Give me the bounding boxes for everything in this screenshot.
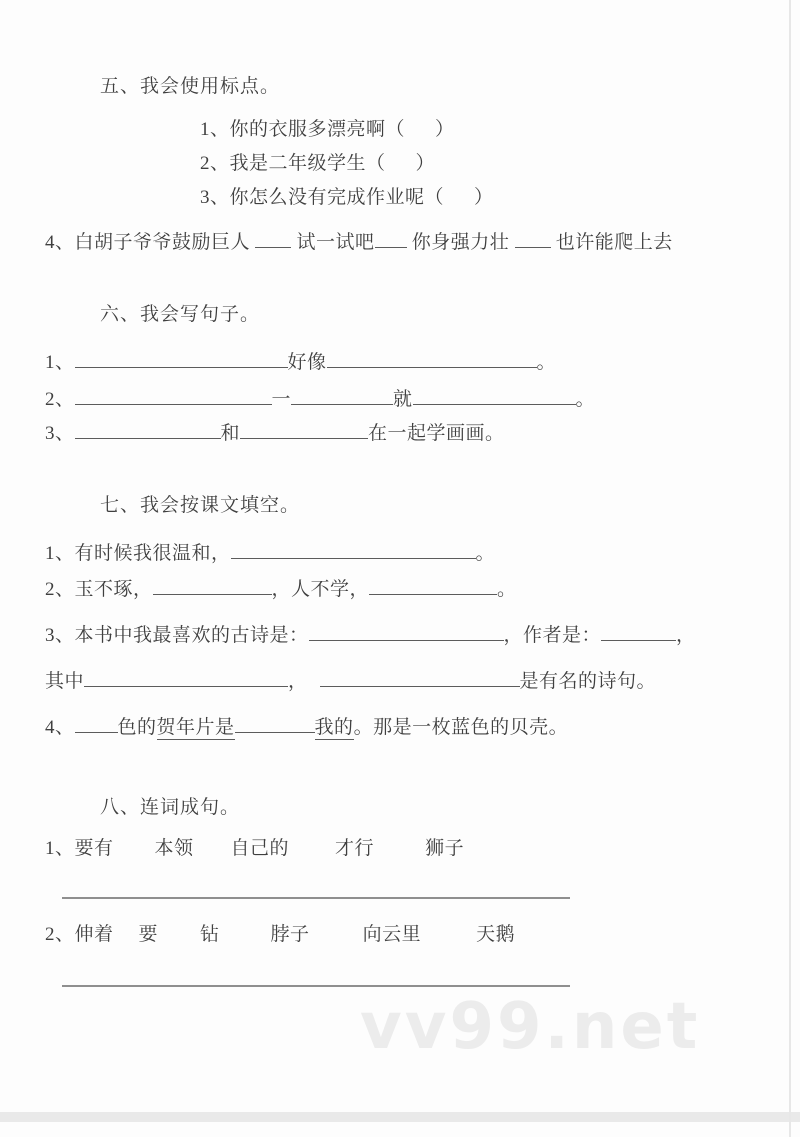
text-run: 。 (536, 352, 557, 373)
text-run: 2、 (45, 389, 75, 410)
answer-blank (84, 667, 288, 687)
answer-blank (413, 385, 576, 405)
answer-line (62, 985, 570, 987)
answer-blank (515, 228, 551, 248)
answer-blank (75, 348, 288, 368)
text-run: 天鹅 (476, 924, 516, 945)
s5-question-1 (200, 119, 455, 141)
text-run: 2、我是二年级学生（ (200, 153, 386, 174)
answer-blank (327, 348, 537, 368)
text-run: 就 (393, 389, 413, 410)
text-run: ， (288, 671, 308, 692)
text-run: ，人不学， (271, 579, 370, 600)
text-run: 3、你怎么没有完成作业呢（ (200, 187, 445, 208)
text-run: 1、 (45, 352, 75, 373)
underlined-text: 贺年片是 (156, 717, 235, 738)
spacer (444, 202, 474, 203)
text-run: ） (415, 153, 436, 174)
answer-blank (375, 228, 407, 248)
s5-question-2 (200, 153, 435, 175)
spacer (220, 939, 271, 940)
text-run: 试一试吧 (291, 232, 375, 253)
text-run: 1、有时候我很温和， (45, 543, 231, 564)
text-run: 1、你的衣服多漂亮啊（ (200, 119, 406, 140)
text-run: 本领 (154, 838, 194, 859)
text-run: 4、白胡子爷爷鼓励巨人 (45, 232, 256, 253)
text-run: 。 (575, 389, 596, 410)
text-run: ） (474, 187, 494, 208)
text-run: 3、本书中我最喜欢的古诗是： (45, 625, 309, 646)
answer-blank (309, 621, 504, 641)
answer-blank (320, 667, 520, 687)
s7-question-3-line-1 (45, 621, 696, 647)
s5-question-3 (200, 187, 494, 209)
answer-blank (291, 385, 393, 405)
spacer (386, 168, 416, 169)
s8-question-2 (45, 924, 515, 946)
spacer (114, 853, 155, 854)
page-right-edge (789, 0, 791, 1137)
answer-blank (75, 713, 118, 733)
s8-question-1 (45, 838, 464, 860)
text-run: 钻 (200, 924, 220, 945)
answer-blank (369, 575, 497, 595)
answer-blank (231, 539, 476, 559)
text-run: 是有名的诗句。 (519, 671, 657, 692)
text-run: 向云里 (362, 924, 422, 945)
page-gap-band (0, 1112, 800, 1122)
text-run: 色的 (117, 717, 157, 738)
text-run: 你身强力壮 (406, 232, 515, 253)
spacer (310, 939, 363, 940)
text-run: 4、 (45, 717, 75, 738)
text-run: 1、要有 (45, 838, 114, 859)
answer-blank (235, 713, 315, 733)
s6-question-2 (45, 385, 595, 411)
spacer (194, 853, 231, 854)
text-run: 2、玉不琢， (45, 579, 153, 600)
text-run: 才行 (335, 838, 375, 859)
answer-blank (240, 419, 368, 439)
text-run: ， (676, 625, 696, 646)
watermark: vv99.net (360, 990, 701, 1064)
s6-question-3 (45, 419, 505, 445)
text-run: 要 (138, 924, 159, 945)
s7-question-4 (45, 713, 568, 739)
text-run: 自己的 (230, 838, 290, 859)
text-run: 。那是一枚蓝色的贝壳。 (353, 717, 569, 738)
text-run: 好像 (287, 352, 327, 373)
spacer (374, 853, 425, 854)
text-run: 。 (475, 543, 496, 564)
s5-question-4 (45, 228, 673, 254)
text-run: ） (435, 119, 455, 140)
text-run: 在一起学画画。 (368, 423, 505, 444)
s7-question-2 (45, 575, 517, 601)
spacer (114, 939, 139, 940)
text-run: 一 (271, 389, 292, 410)
section-8-heading: 八、连词成句。 (100, 797, 241, 818)
spacer (308, 686, 320, 687)
text-run: 。 (497, 579, 517, 600)
section-5-heading: 五、我会使用标点。 (100, 76, 281, 97)
text-run: 和 (220, 423, 241, 444)
text-run: 也许能爬上去 (550, 232, 673, 253)
section-6-heading: 六、我会写句子。 (100, 304, 261, 325)
spacer (421, 939, 476, 940)
text-run: 狮子 (425, 838, 465, 859)
s7-question-3-line-2 (45, 667, 656, 693)
answer-blank (601, 621, 676, 641)
spacer (158, 939, 200, 940)
text-run: 其中 (45, 671, 85, 692)
s7-question-1 (45, 539, 495, 565)
section-7-heading: 七、我会按课文填空。 (100, 495, 301, 516)
spacer (405, 134, 435, 135)
answer-blank (255, 228, 291, 248)
underlined-text: 我的 (314, 717, 354, 738)
answer-blank (75, 385, 272, 405)
text-run: 2、伸着 (45, 924, 114, 945)
answer-blank (153, 575, 272, 595)
answer-line (62, 897, 570, 899)
text-run: 脖子 (270, 924, 310, 945)
s6-question-1 (45, 348, 556, 374)
text-run: 3、 (45, 423, 75, 444)
spacer (289, 853, 335, 854)
answer-blank (75, 419, 221, 439)
text-run: ，作者是： (503, 625, 602, 646)
